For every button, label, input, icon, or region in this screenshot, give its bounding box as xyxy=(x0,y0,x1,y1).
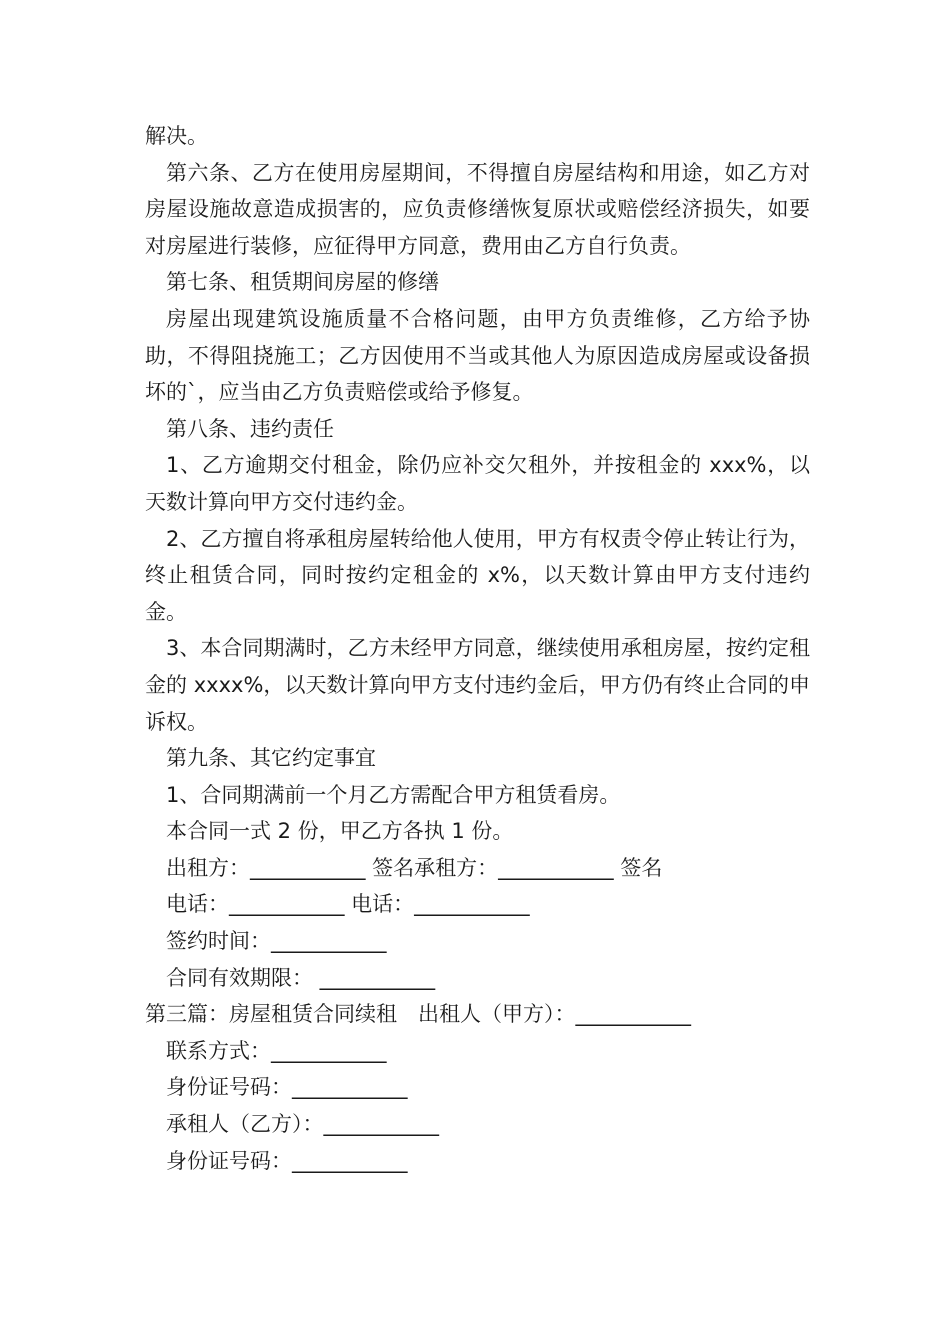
document-body xyxy=(145,118,810,1179)
id-number-line-1: 身份证号码：___________ xyxy=(166,1075,408,1100)
clause-8-item-2: 2、乙方擅自将承租房屋转给他人使用，甲方有权责令停止转让行为，终止租赁合同，同时按约定租金的 x%，以天数计算由甲方支付违约金。 xyxy=(145,526,810,624)
clause-8-heading: 第八条、违约责任 xyxy=(166,416,334,441)
contact-line: 联系方式：___________ xyxy=(166,1038,387,1063)
signature-line: 出租方：___________ 签名承租方：___________ 签名 xyxy=(166,855,663,880)
clause-9-heading: 第九条、其它约定事宜 xyxy=(166,746,376,771)
part-3-heading: 第三篇：房屋租赁合同续租 出租人（甲方）：___________ xyxy=(145,1002,691,1027)
clause-6: 第六条、乙方在使用房屋期间，不得擅自房屋结构和用途，如乙方对房屋设施故意造成损害的，应负责修缮恢复原状或赔偿经济损失，如要对房屋进行装修，应征得甲方同意，费用由乙方自行负责。 xyxy=(145,160,810,258)
clause-8-item-3: 3、本合同期满时，乙方未经甲方同意，继续使用承租房屋，按约定租金的 xxxx%，以天数计算向甲方支付违约金后，甲方仍有终止合同的申诉权。 xyxy=(145,636,810,734)
phone-line: 电话：___________ 电话：___________ xyxy=(166,892,530,917)
clause-8-item-1: 1、乙方逾期交付租金，除仍应补交欠租外，并按租金的 xxx%，以天数计算向甲方交付违约金。 xyxy=(145,453,810,514)
lessee-line: 承租人（乙方）：___________ xyxy=(166,1112,439,1137)
validity-line: 合同有效期限： ___________ xyxy=(166,965,436,990)
id-number-line-2: 身份证号码：___________ xyxy=(166,1148,408,1173)
paragraph-1: 解决。 xyxy=(145,124,208,148)
copies-statement: 本合同一式 2 份，甲乙方各执 1 份。 xyxy=(166,819,514,844)
clause-9-item-1: 1、合同期满前一个月乙方需配合甲方租赁看房。 xyxy=(166,782,621,807)
sign-date-line: 签约时间：___________ xyxy=(166,929,387,954)
clause-7-body: 房屋出现建筑设施质量不合格问题，由甲方负责维修，乙方给予协助，不得阻挠施工；乙方因使用不当或其他人为原因造成房屋或设备损坏的`，应当由乙方负责赔偿或给予修复。 xyxy=(145,306,810,405)
clause-7-heading: 第七条、租赁期间房屋的修缮 xyxy=(166,270,439,295)
